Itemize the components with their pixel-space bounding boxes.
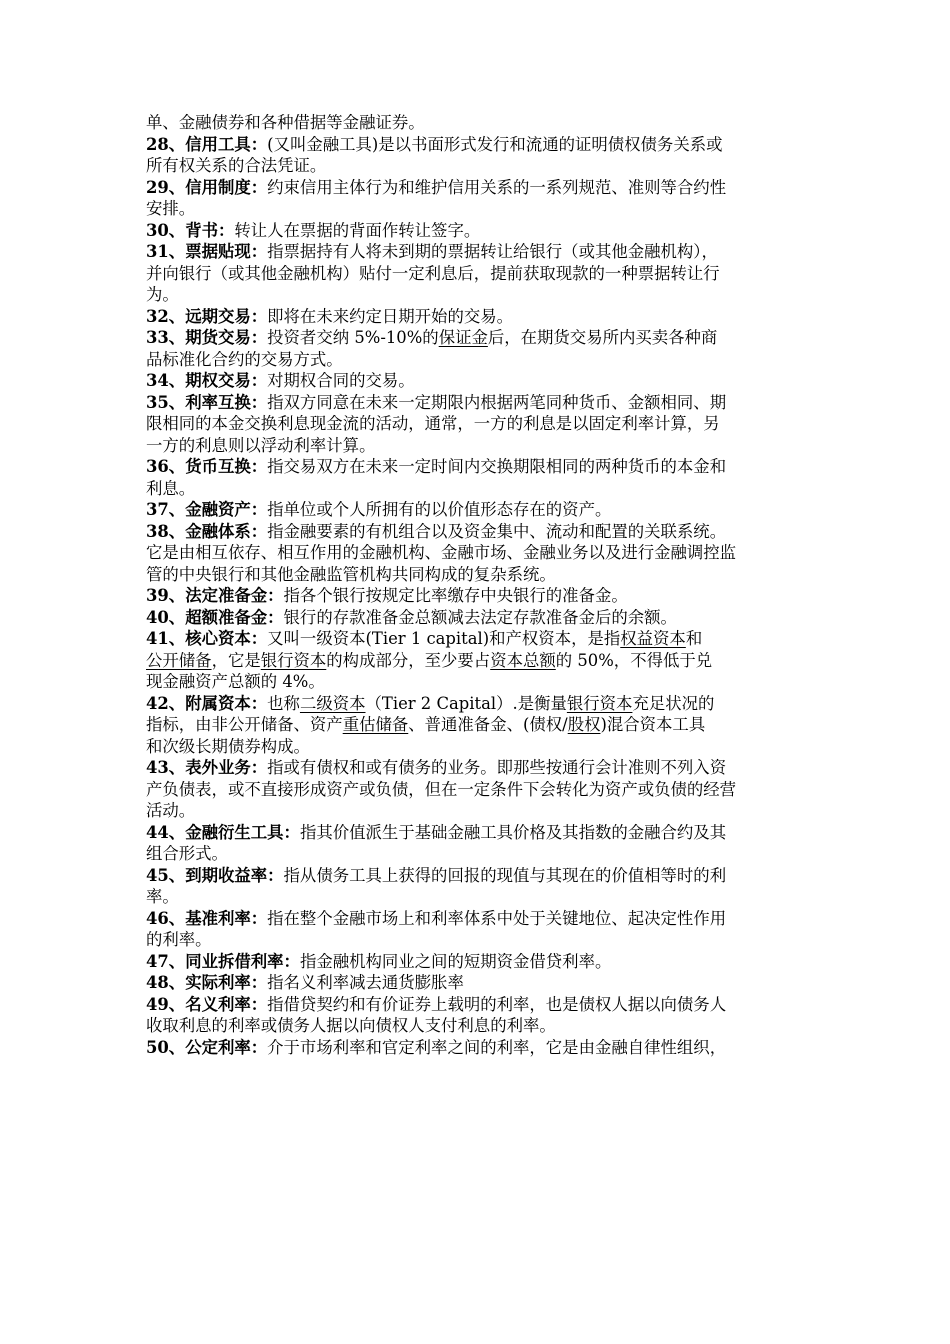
term-heading: 44、金融衍生工具： [146, 822, 300, 842]
text-line: 活动。 [146, 801, 196, 820]
text-line: 管的中央银行和其他金融监管机构共同构成的复杂系统。 [146, 564, 556, 584]
text-line: 37、金融资产：指单位或个人所拥有的以价值形态存在的资产。 [146, 500, 612, 519]
document-page [146, 112, 814, 1058]
text-line: 45、到期收益率：指从债务工具上获得的回报的现值与其现在的价值相等时的利 [146, 865, 727, 885]
term-heading: 34、期权交易： [146, 371, 268, 390]
text-line: 34、期权交易：对期权合同的交易。 [146, 371, 415, 390]
text-line: 32、远期交易：即将在未来约定日期开始的交易。 [146, 306, 514, 326]
text-line: 48、实际利率：指名义利率减去通货膨胀率 [146, 973, 464, 992]
text-line: 组合形式。 [146, 844, 228, 863]
text-line: 38、金融体系：指金融要素的有机组合以及资金集中、流动和配置的关联系统。 [146, 521, 727, 541]
text-line: 35、利率互换：指双方同意在未来一定期限内根据两笔同种货币、金额相同、期 [146, 392, 727, 412]
text-line: 31、票据贴现：指票据持有人将未到期的票据转让给银行（或其他金融机构）， [146, 242, 718, 261]
text-line: 36、货币互换：指交易双方在未来一定时间内交换期限相同的两种货币的本金和 [146, 457, 727, 476]
text-line: 并向银行（或其他金融机构）贴付一定利息后，提前获取现款的一种票据转让行 [146, 263, 720, 283]
text-line: 40、超额准备金：银行的存款准备金总额减去法定存款准备金后的余额。 [146, 607, 677, 627]
underlined-term: 公开储备 [146, 650, 212, 670]
term-heading: 36、货币互换： [146, 457, 268, 476]
text-line: 33、期货交易：投资者交纳 5%-10%的保证金后，在期货交易所内买卖各种商 [146, 328, 718, 347]
text-line: 限相同的本金交换利息现金流的活动，通常，一方的利息是以固定利率计算，另 [146, 414, 720, 433]
text-line: 它是由相互依存、相互作用的金融机构、金融市场、金融业务以及进行金融调控监 [146, 543, 737, 562]
text-line: 39、法定准备金：指各个银行按规定比率缴存中央银行的准备金。 [146, 586, 628, 605]
text-line: 率。 [146, 887, 179, 906]
text-line: 收取利息的利率或债务人据以向债权人支付利息的利率。 [146, 1016, 556, 1035]
text-line: 41、核心资本：又叫一级资本(Tier 1 capital)和产权资本，是指权益资本和 [146, 629, 703, 648]
term-heading: 33、期货交易： [146, 328, 268, 347]
text-line: 利息。 [146, 478, 196, 498]
text-line: 一方的利息则以浮动利率计算。 [146, 435, 376, 455]
term-heading: 31、票据贴现： [146, 242, 268, 261]
term-heading: 48、实际利率： [146, 973, 268, 992]
text-line: 49、名义利率：指借贷契约和有价证券上载明的利率，也是债权人据以向债务人 [146, 994, 727, 1014]
term-heading: 40、超额准备金： [146, 607, 284, 627]
text-line: 单、金融债券和各种借据等金融证券。 [146, 113, 425, 132]
text-line: 产负债表，或不直接形成资产或负债，但在一定条件下会转化为资产或负债的经营 [146, 779, 737, 799]
term-heading: 30、背书： [146, 220, 235, 240]
text-line: 安排。 [146, 199, 196, 218]
text-line: 42、附属资本：也称二级资本（Tier 2 Capital）.是衡量银行资本充足状况的 [146, 693, 715, 713]
text-line: 43、表外业务：指或有债权和或有债务的业务。即那些按通行会计准则不列入资 [146, 758, 727, 777]
term-heading: 43、表外业务： [146, 758, 268, 777]
text-line: 50、公定利率：介于市场利率和官定利率之间的利率，它是由金融自律性组织， [146, 1037, 727, 1057]
term-heading: 49、名义利率： [146, 994, 268, 1014]
underlined-term: 二级资本 [299, 693, 366, 713]
text-line: 29、信用制度：约束信用主体行为和维护信用关系的一系列规范、准则等合约性 [146, 177, 727, 197]
text-line: 28、信用工具：(又叫金融工具)是以书面形式发行和流通的证明债权债务关系或 [146, 134, 723, 154]
text-line: 30、背书：转让人在票据的背面作转让签字。 [146, 220, 481, 240]
text-line: 所有权关系的合法凭证。 [146, 156, 327, 175]
underlined-term: 权益资本 [620, 629, 686, 648]
text-line: 现金融资产总额的 4%。 [146, 672, 325, 691]
text-line: 和次级长期债券构成。 [146, 736, 310, 756]
term-heading: 29、信用制度： [146, 177, 268, 197]
text-line: 46、基准利率：指在整个金融市场上和利率体系中处于关键地位、起决定性作用 [146, 908, 727, 928]
term-heading: 46、基准利率： [146, 908, 268, 928]
underlined-term: 股权 [567, 715, 601, 734]
underlined-term: 重估储备 [342, 715, 409, 734]
underlined-term: 银行资本 [566, 693, 633, 713]
term-heading: 37、金融资产： [146, 500, 268, 519]
text-line: 的利率。 [146, 930, 212, 949]
text-line: 指标，由非公开储备、资产重估储备、普通准备金、(债权/股权)混合资本工具 [146, 715, 706, 734]
term-heading: 41、核心资本： [146, 629, 268, 648]
underlined-term: 保证金 [438, 328, 488, 347]
underlined-term: 资本总额 [490, 650, 556, 670]
term-heading: 42、附属资本： [146, 693, 268, 713]
term-heading: 47、同业拆借利率： [146, 951, 300, 971]
term-heading: 28、信用工具： [146, 134, 268, 154]
text-line: 44、金融衍生工具：指其价值派生于基础金融工具价格及其指数的金融合约及其 [146, 822, 727, 842]
term-heading: 32、远期交易： [146, 306, 268, 326]
text-line: 公开储备，它是银行资本的构成部分，至少要占资本总额的 50%，不得低于兑 [146, 650, 713, 670]
term-heading: 35、利率互换： [146, 392, 268, 412]
text-line: 47、同业拆借利率：指金融机构同业之间的短期资金借贷利率。 [146, 951, 612, 971]
text-line: 为。 [146, 285, 179, 304]
term-heading: 38、金融体系： [146, 521, 268, 541]
term-heading: 39、法定准备金： [146, 586, 284, 605]
term-heading: 50、公定利率： [146, 1037, 268, 1057]
underlined-term: 银行资本 [260, 650, 327, 670]
term-heading: 45、到期收益率： [146, 865, 284, 885]
text-line: 品标准化合约的交易方式。 [146, 349, 343, 369]
